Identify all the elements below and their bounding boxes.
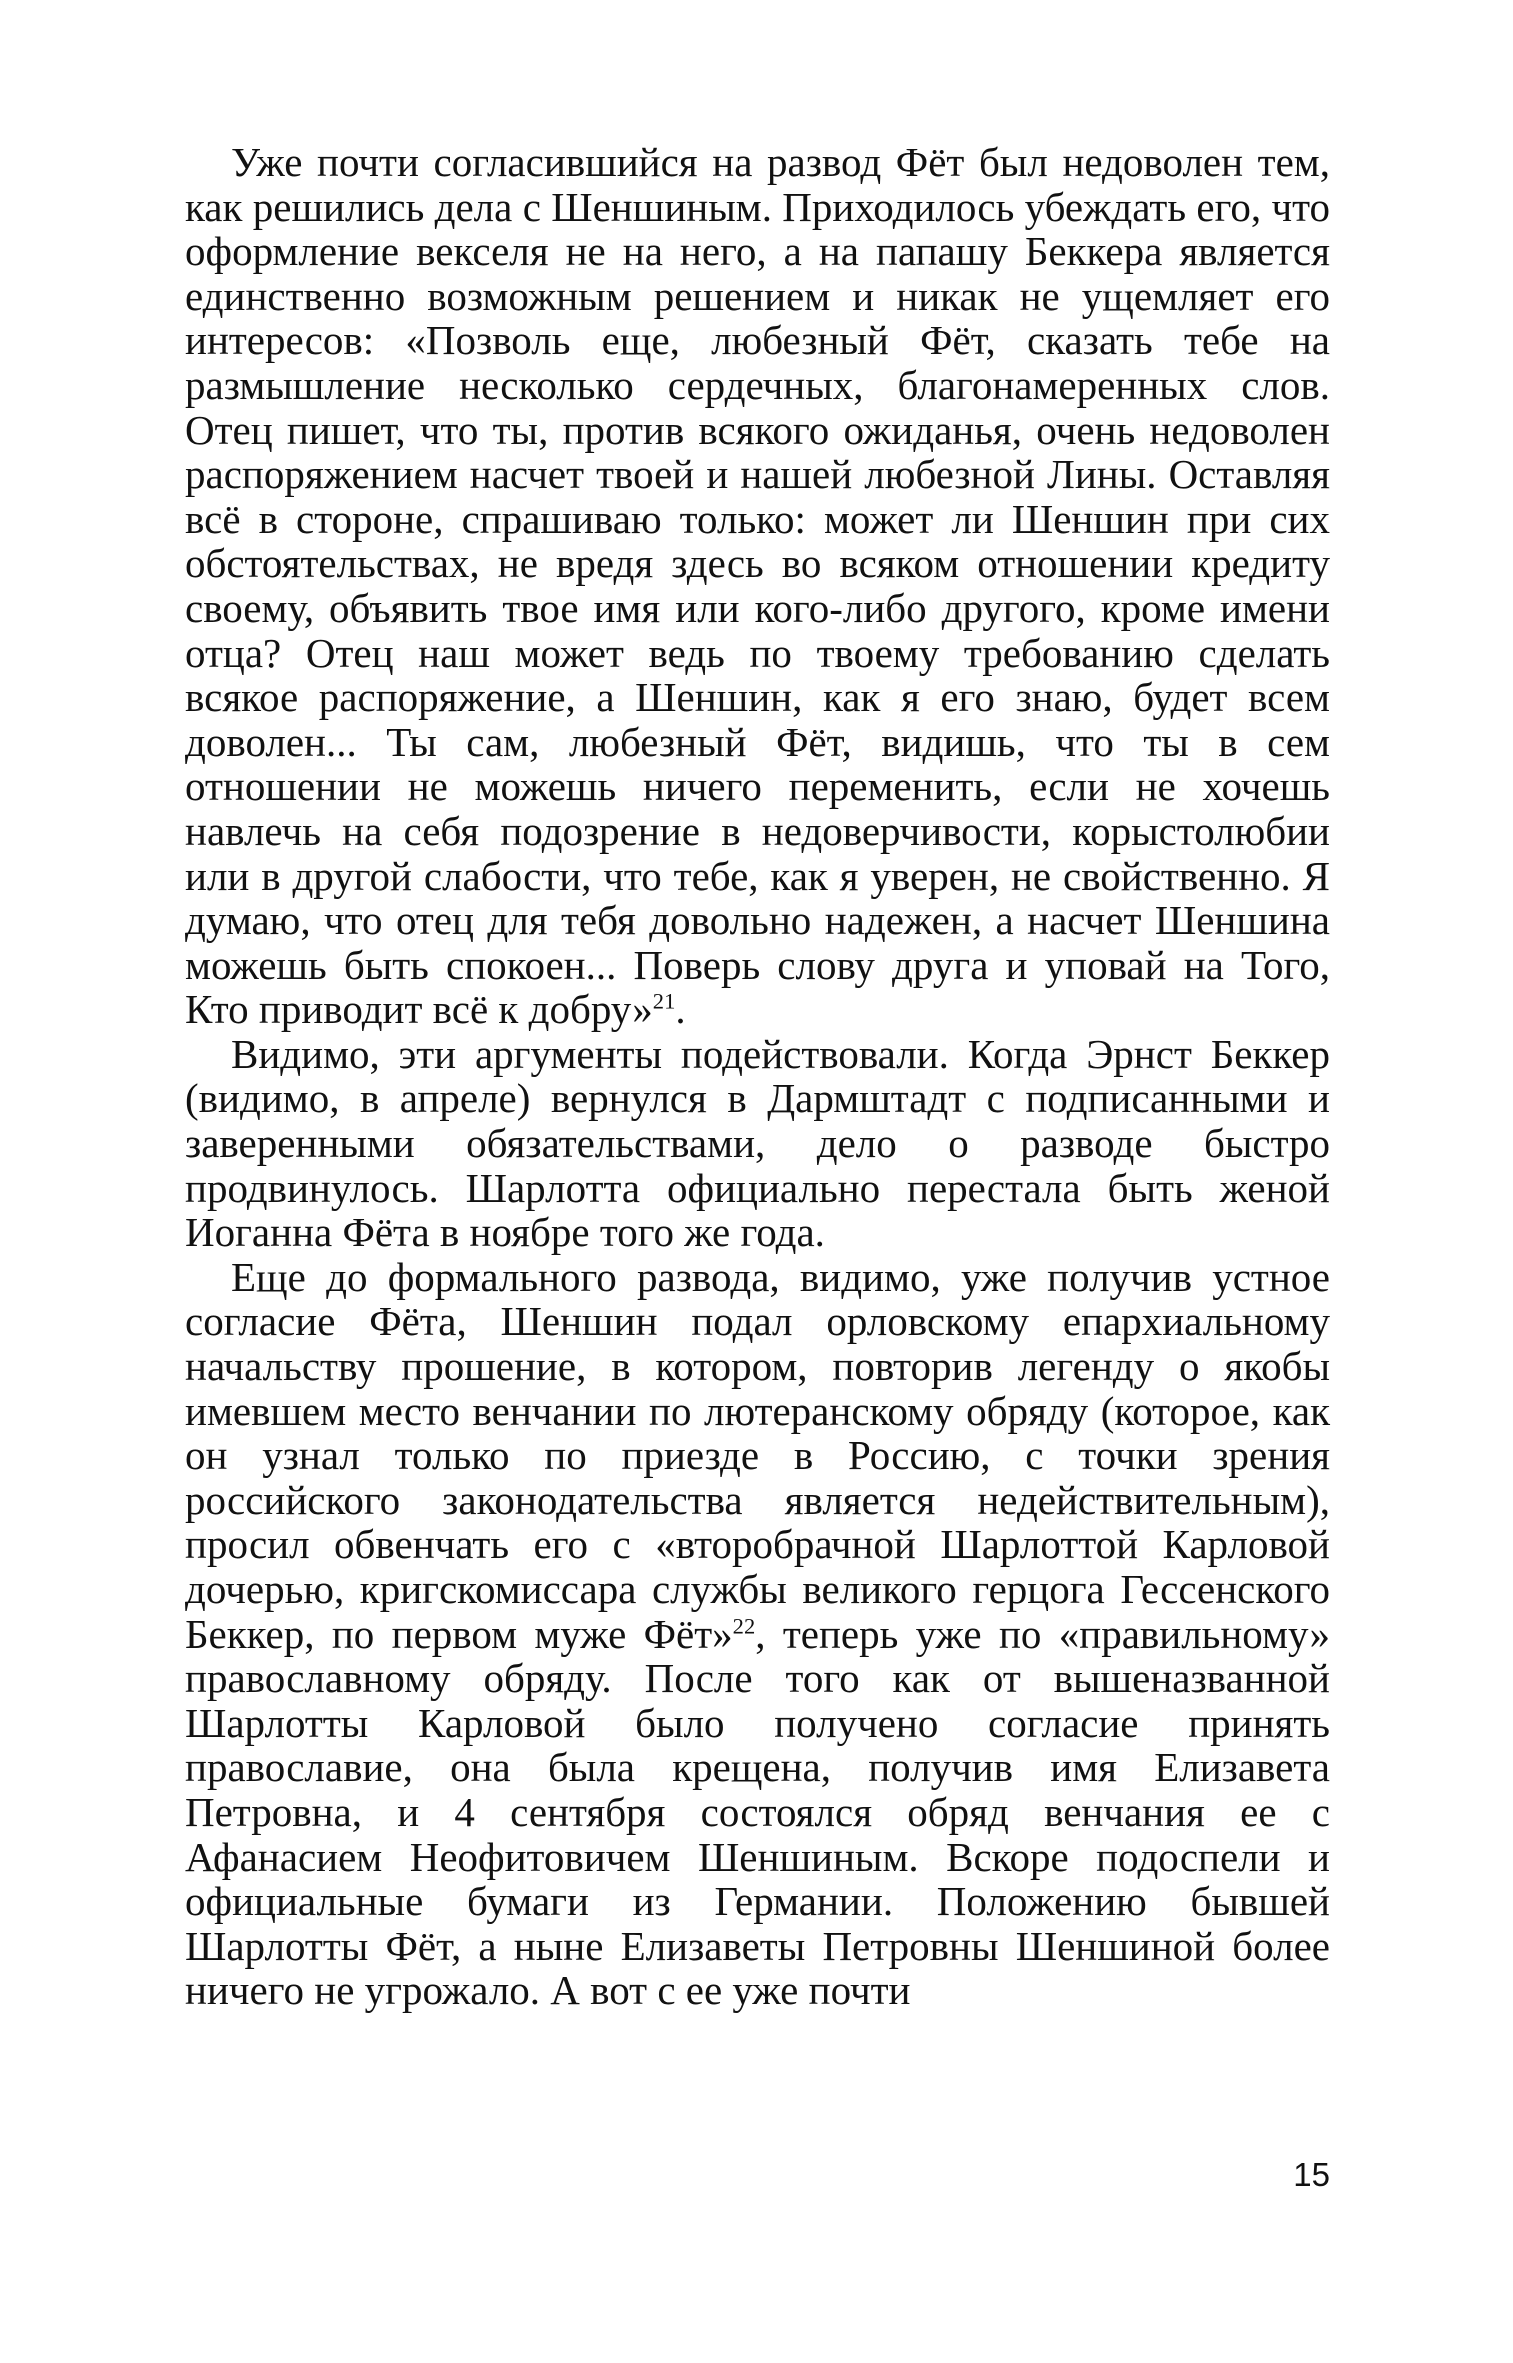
paragraph-1-tail: . bbox=[675, 986, 686, 1033]
paragraph-2 bbox=[185, 1032, 1330, 1255]
footnote-ref-21: 21 bbox=[652, 988, 676, 1014]
body-text bbox=[185, 140, 1330, 2013]
paragraph-3 bbox=[185, 1255, 1330, 2013]
page-number: 15 bbox=[1293, 2156, 1330, 2193]
paragraph-2-text: Видимо, эти аргументы подействовали. Когда Эрнст Беккер (видимо, в апреле) вернулся в Дармштадт с подписанными и заверенными обязательствами, дело о разводе быстро продвинулось. Шарлотта официально перестала быть женой Иоганна Фёта в ноябре того же года. bbox=[185, 1030, 1330, 1256]
paragraph-1-text: Уже почти согласившийся на развод Фёт был недоволен тем, как решились дела с Шеншиным. Приходилось убеждать его, что оформление векселя не на него, а на папашу Беккера является единственно возможным решением и никак не ущемляет его интересов: «Позволь еще, любезный Фёт, сказать тебе на размышление несколько сердечных, благонамеренных слов. Отец пишет, что ты, против всякого ожиданья, очень недоволен распоряжением насчет твоей и нашей любезной Лины. Оставляя всё в стороне, спрашиваю только: может ли Шеншин при сих обстоятельствах, не вредя здесь во всяком отношении кредиту своему, объявить твое имя или кого-либо другого, кроме имени отца? Отец наш может ведь по твоему требованию сделать всякое распоряжение, а Шеншин, как я его знаю, будет всем доволен... Ты сам, любезный Фёт, видишь, что ты в сем отношении не можешь ничего переменить, если не хочешь навлечь на себя подозрение в недоверчивости, корыстолюбии или в другой слабости, что тебе, как я уверен, не свойственно. Я думаю, что отец для тебя довольно надежен, а насчет Шеншина можешь быть спокоен... Поверь слову друга и уповай на Того, Кто приводит всё к добру» bbox=[185, 139, 1330, 1033]
paragraph-1 bbox=[185, 140, 1330, 1032]
footnote-ref-22: 22 bbox=[732, 1612, 756, 1638]
paragraph-3-text: Еще до формального развода, видимо, уже получив устное согласие Фёта, Шеншин подал орловскому епархиальному начальству прошение, в котором, повторив легенду о якобы имевшем место венчании по лютеранскому обряду (которое, как он узнал только по приезде в Россию, с точки зрения российского законодательства является недействительным), просил обвенчать его с «второбрачной Шарлоттой Карловой дочерью, кригскомиссара службы великого герцога Гессенского Беккер, по первом муже Фёт» bbox=[185, 1253, 1330, 1657]
paragraph-3-tail: , теперь уже по «правильному» православному обряду. После того как от вышеназванной Шарлотты Карловой было получено согласие принять православие, она была крещена, получив имя Елизавета Петровна, и 4 сентября состоялся обряд венчания ее с Афанасием Неофитовичем Шеншиным. Вскоре подоспели и официальные бумаги из Германии. Положению бывшей Шарлотты Фёт, а ныне Елизаветы Петровны Шеншиной более ничего не угрожало. А вот с ее уже почти bbox=[185, 1610, 1330, 2014]
